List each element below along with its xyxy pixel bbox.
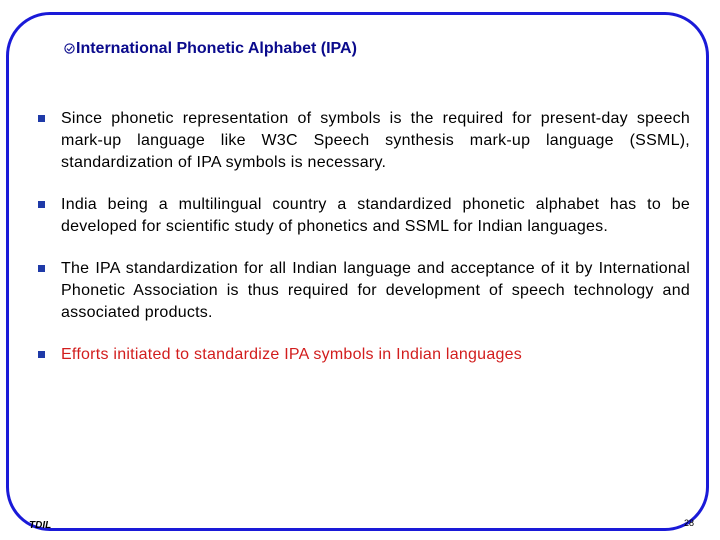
footer-logo-text: TDIL bbox=[29, 520, 52, 531]
bullet-text: India being a multilingual country a standardized phonetic alphabet has to be developed for scientific study of phonetics and SSML for Indian languages. bbox=[61, 196, 690, 235]
bullet-text: The IPA standardization for all Indian language and acceptance of it by International Phonetic Association is thus required for development of speech technology and associated products. bbox=[61, 260, 690, 321]
square-bullet-icon bbox=[38, 201, 45, 208]
bullet-item-highlight bbox=[38, 344, 690, 366]
bullet-text: Since phonetic representation of symbols is the required for present-day speech mark-up language like W3C Speech synthesis mark-up language (SSML), standardization of IPA symbols is necessary. bbox=[61, 110, 690, 171]
bullet-item bbox=[38, 108, 690, 174]
bullet-list bbox=[38, 108, 690, 386]
square-bullet-icon bbox=[38, 265, 45, 272]
square-bullet-icon bbox=[38, 115, 45, 122]
page-number: 28 bbox=[684, 518, 695, 528]
slide-title-row bbox=[64, 40, 357, 58]
bullet-item bbox=[38, 194, 690, 238]
bullet-item bbox=[38, 258, 690, 324]
square-bullet-icon bbox=[38, 351, 45, 358]
circle-check-icon bbox=[64, 40, 76, 58]
slide-title: International Phonetic Alphabet (IPA) bbox=[76, 40, 357, 57]
bullet-text: Efforts initiated to standardize IPA symbols in Indian languages bbox=[61, 346, 523, 363]
